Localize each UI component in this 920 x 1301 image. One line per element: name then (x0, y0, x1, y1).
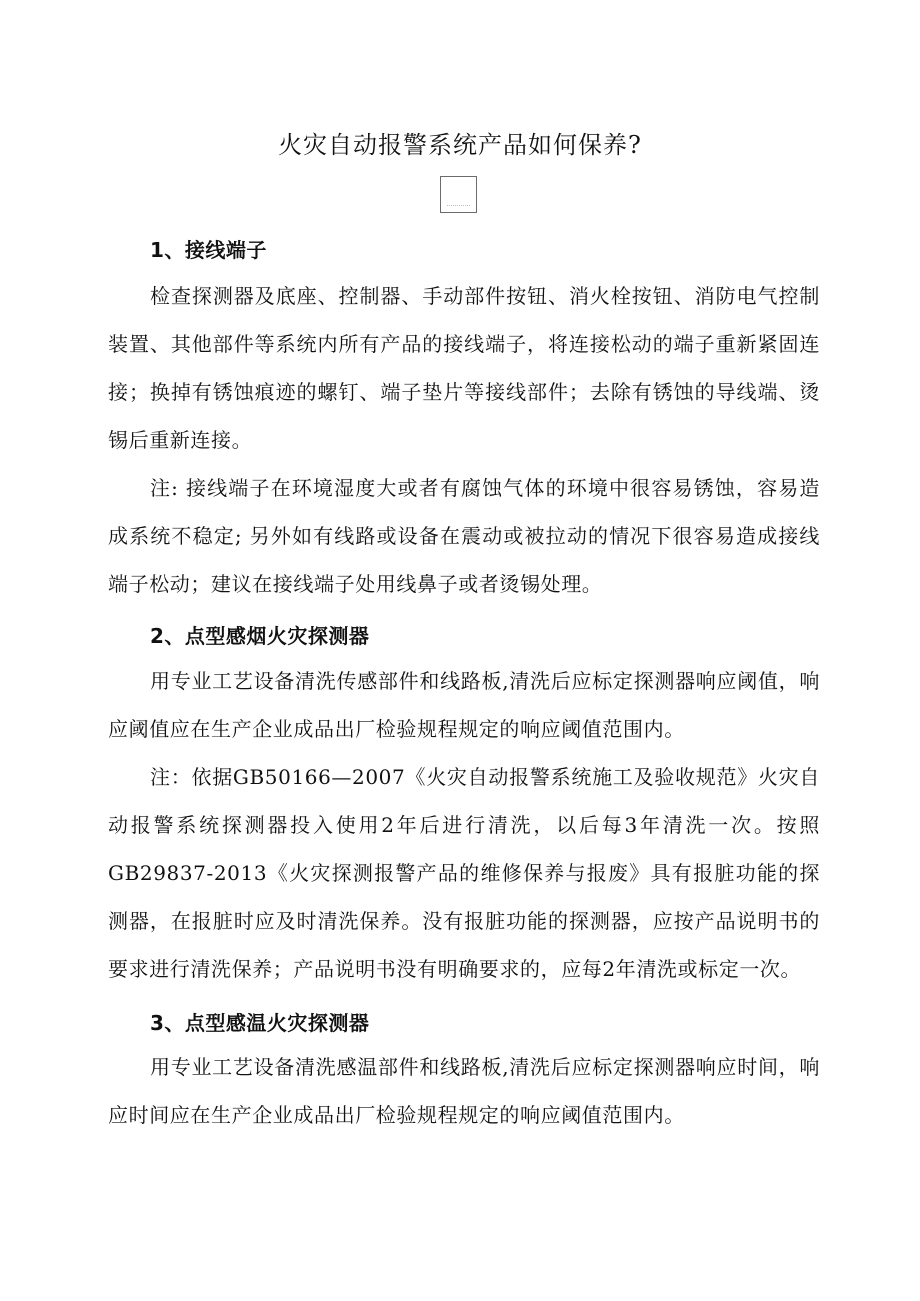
section-2-body (108, 657, 820, 993)
note-paragraph: 注: 接线端子在环境湿度大或者有腐蚀气体的环境中很容易锈蚀，容易造成系统不稳定; 另外如有线路或设备在震动或被拉动的情况下很容易造成接线端子松动；建议在接线端子处用线鼻子或者烫锡处理。 (108, 476, 820, 596)
image-placeholder (440, 176, 477, 213)
page-title: 火灾自动报警系统产品如何保养? (278, 131, 642, 159)
section-heading: 3、点型感温火灾探测器 (150, 1011, 370, 1035)
section-3-body (108, 1043, 820, 1139)
paragraph: 用专业工艺设备清洗感温部件和线路板,清洗后应标定探测器响应时间，响应时间应在生产企业成品出厂检验规程规定的响应阈值范围内。 (108, 1055, 820, 1127)
section-3 (108, 1009, 820, 1037)
section-heading: 2、点型感烟火灾探测器 (150, 624, 370, 648)
section-1-body (108, 272, 820, 608)
paragraph: 检查探测器及底座、控制器、手动部件按钮、消火栓按钮、消防电气控制装置、其他部件等系统内所有产品的接线端子，将连接松动的端子重新紧固连接；换掉有锈蚀痕迹的螺钉、端子垫片等接线部件；去除有锈蚀的导线端、烫锡后重新连接。 (108, 284, 820, 452)
section-2 (108, 622, 820, 650)
section-1 (108, 236, 820, 264)
paragraph: 用专业工艺设备清洗传感部件和线路板,清洗后应标定探测器响应阈值，响应阈值应在生产企业成品出厂检验规程规定的响应阈值范围内。 (108, 669, 820, 741)
note-paragraph: 注：依据GB50166—2007《火灾自动报警系统施工及验收规范》火灾自动报警系统探测器投入使用2年后进行清洗，以后每3年清洗一次。按照GB29837-2013《火灾探测报警产品的维修保养与报废》具有报脏功能的探测器，在报脏时应及时清洗保养。没有报脏功能的探测器，应按产品说明书的要求进行清洗保养；产品说明书没有明确要求的，应每2年清洗或标定一次。 (108, 765, 820, 981)
section-heading: 1、接线端子 (150, 238, 267, 262)
